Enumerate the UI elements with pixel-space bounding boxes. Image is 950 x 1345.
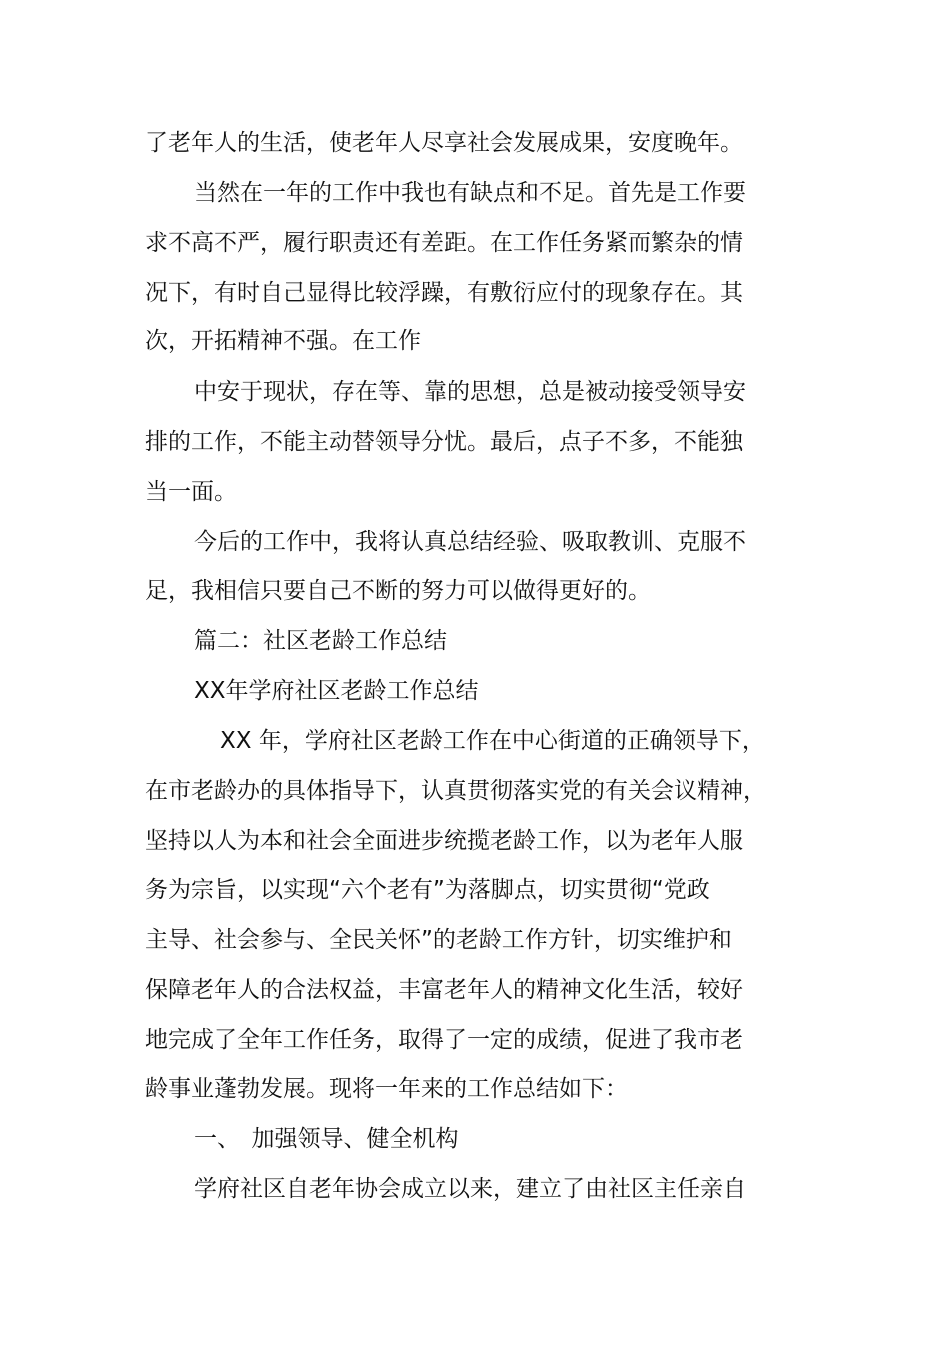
body-text-line: 求不高不严，履行职责还有差距。在工作任务紧而繁杂的情 — [145, 230, 743, 256]
body-text-line: 况下，有时自己显得比较浮躁，有敷衍应付的现象存在。其 — [145, 280, 743, 306]
paragraph-first-line: 当然在一年的工作中我也有缺点和不足。首先是工作要 — [194, 180, 746, 206]
body-text-line: 坚持以人为本和社会全面进步统揽老龄工作，以为老年人服 — [145, 828, 743, 854]
body-text-line: 足，我相信只要自己不断的努力可以做得更好的。 — [145, 578, 651, 604]
body-text-line: 主导、社会参与、全民关怀”的老龄工作方针，切实维护和 — [145, 927, 732, 953]
paragraph-first-line: 中安于现状，存在等、靠的思想，总是被动接受领导安 — [194, 379, 746, 405]
numbered-heading: 一、 加强领导、健全机构 — [194, 1126, 459, 1152]
body-text-line: 当一面。 — [145, 479, 237, 505]
paragraph-first-line: 学府社区自老年协会成立以来，建立了由社区主任亲自 — [194, 1176, 746, 1202]
body-text-line: 排的工作，不能主动替领导分忧。最后，点子不多，不能独 — [145, 429, 743, 455]
body-text-line: 次，开拓精神不强。在工作 — [145, 328, 421, 354]
body-text-line: 了老年人的生活，使老年人尽享社会发展成果，安度晚年。 — [145, 130, 743, 156]
body-text-line: 龄事业蓬勃发展。现将一年来的工作总结如下： — [145, 1076, 628, 1102]
body-text-line: 务为宗旨，以实现“六个老有”为落脚点，切实贯彻“党政 — [145, 877, 710, 903]
paragraph-first-line: XX 年，学府社区老龄工作在中心街道的正确领导下， — [220, 728, 765, 754]
section-heading: 篇二：社区老龄工作总结 — [194, 628, 447, 654]
paragraph-first-line: 今后的工作中，我将认真总结经验、吸取教训、克服不 — [194, 529, 746, 555]
document-title: XX年学府社区老龄工作总结 — [194, 678, 479, 704]
body-text-line: 保障老年人的合法权益，丰富老年人的精神文化生活，较好 — [145, 977, 743, 1003]
body-text-line: 地完成了全年工作任务，取得了一定的成绩，促进了我市老 — [145, 1027, 743, 1053]
body-text-line: 在市老龄办的具体指导下，认真贯彻落实党的有关会议精神， — [145, 778, 766, 804]
